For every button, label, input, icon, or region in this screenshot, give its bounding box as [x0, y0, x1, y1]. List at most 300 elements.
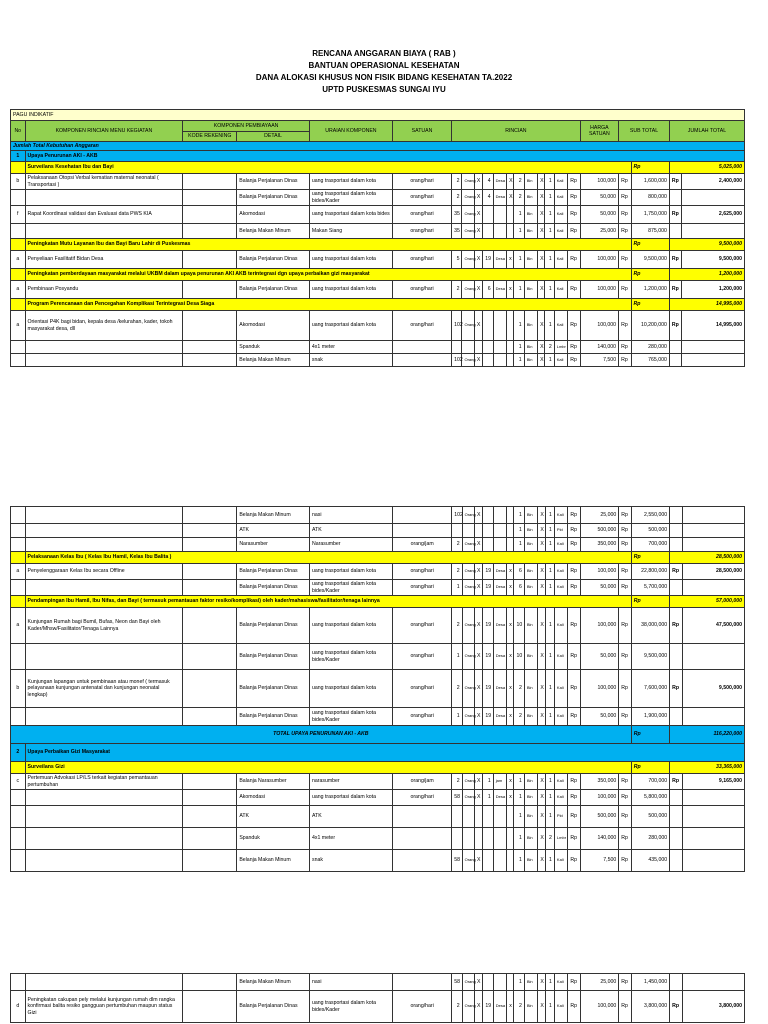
cell-u4: Kali: [554, 281, 567, 299]
cell-harga: 100,000: [580, 281, 618, 299]
cell-rp2: Rp: [619, 644, 631, 670]
cell-rp3: [670, 644, 682, 670]
subsection-row: [11, 239, 745, 251]
cell-rp1: Rp: [568, 580, 580, 596]
cell-rp1: Rp: [568, 206, 580, 224]
cell-jumlah: [682, 708, 744, 726]
cell-rp1: Rp: [568, 974, 580, 991]
cell-q1: 58: [452, 850, 462, 872]
cell-x2: X: [507, 174, 514, 190]
cell-u4: Kali: [554, 190, 567, 206]
subsection-row: [11, 269, 745, 281]
cell-x1: [475, 524, 483, 538]
cell-u3: Bln: [524, 644, 537, 670]
cell-jumlah: [682, 828, 744, 850]
cell-rp3: Rp: [670, 608, 682, 644]
cell-x2: x: [507, 991, 514, 1023]
cell-detail: Akomodasi: [237, 311, 310, 341]
cell-x2: x: [507, 564, 514, 580]
cell-q3: 1: [514, 974, 524, 991]
cell-rp1: Rp: [568, 507, 580, 524]
cell-rp3: Rp: [669, 251, 681, 269]
cell-sub: 280,000: [631, 341, 669, 354]
cell-x1: X: [475, 644, 483, 670]
cell-q4: 1: [545, 507, 554, 524]
cell-harga: 100,000: [580, 608, 618, 644]
cell-q4: 1: [545, 524, 554, 538]
cell-x2: x: [507, 644, 514, 670]
cell-rp1: Rp: [568, 564, 580, 580]
cell-q4: 1: [545, 991, 554, 1023]
table-row: [11, 224, 745, 239]
cell-u2: Desa: [493, 190, 506, 206]
cell-jumlah: [682, 224, 745, 239]
title-line-1: RENCANA ANGGARAN BIAYA ( RAB ): [312, 49, 456, 58]
cell-x2: [507, 311, 514, 341]
table-row: [11, 341, 745, 354]
cell-q2: 6: [483, 281, 493, 299]
cell-sub: 5,700,000: [631, 580, 669, 596]
cell-kode: [183, 224, 237, 239]
cell-rp2: Rp: [619, 538, 631, 552]
cell-q4: 1: [545, 580, 554, 596]
cell-u3: Bln: [524, 806, 537, 828]
cell-rp2: Rp: [619, 311, 631, 341]
table-row: [11, 790, 745, 806]
cell-kode: [183, 790, 237, 806]
cell-harga: 50,000: [580, 580, 618, 596]
cell-rp2: Rp: [619, 206, 631, 224]
cell-no: [11, 341, 26, 354]
table-page-2: [10, 506, 745, 872]
cell-kode: [183, 608, 237, 644]
cell-uraian: narasumber: [309, 774, 392, 790]
cell-x3: X: [538, 850, 545, 872]
subsection-label: Surveilans Kesehatan Ibu dan Bayi: [25, 162, 631, 174]
cell-rp3: Rp: [670, 991, 682, 1023]
cell-x1: X: [475, 608, 483, 644]
cell-x3: X: [538, 507, 545, 524]
cell-sub: 22,800,000: [631, 564, 669, 580]
cell-rp3: [670, 828, 682, 850]
cell-satuan: [392, 354, 451, 367]
cell-sub: 3,800,000: [631, 991, 669, 1023]
cell-u3: Bln: [524, 974, 537, 991]
cell-rp2: Rp: [619, 564, 631, 580]
cell-kegiatan: Pembinaan Posyandu: [25, 281, 183, 299]
cell-q3: 1: [514, 524, 524, 538]
cell-u4: Kali: [554, 564, 567, 580]
cell-detail: Balanja Perjalanan Dinas: [237, 281, 310, 299]
cell-u3: Bln: [524, 174, 537, 190]
cell-rp2: Rp: [619, 341, 631, 354]
cell-satuan: orang/hari: [393, 708, 452, 726]
table-row: [11, 708, 745, 726]
cell-jumlah: [682, 538, 744, 552]
cell-no: [11, 644, 26, 670]
subsection-rp: Rp: [631, 299, 669, 311]
cell-u1: [462, 341, 474, 354]
cell-kode: [183, 174, 237, 190]
cell-sub: 5,800,000: [631, 790, 669, 806]
cell-q2: [483, 206, 493, 224]
cell-u4: Kali: [554, 251, 567, 269]
cell-q1: 35: [452, 224, 462, 239]
cell-u4: Kali: [554, 174, 567, 190]
table-row: [11, 206, 745, 224]
cell-harga: 350,000: [580, 774, 618, 790]
cell-jumlah: 1,200,000: [682, 281, 745, 299]
cell-harga: 140,000: [580, 341, 618, 354]
cell-detail: Balanja Perjalanan Dinas: [237, 190, 310, 206]
cell-u3: Bln: [524, 828, 537, 850]
cell-harga: 25,000: [580, 507, 618, 524]
cell-q3: 1: [514, 354, 524, 367]
cell-rp3: [669, 224, 681, 239]
section-row: 2 Upaya Perbaikan Gizi Masyarakat: [11, 744, 745, 762]
cell-q1: 2: [452, 538, 462, 552]
cell-kode: [183, 311, 237, 341]
cell-rp3: [670, 850, 682, 872]
cell-uraian: uang trasportasi dalam kota bides/Kader: [309, 580, 392, 596]
cell-kegiatan: Penyeliaan Fasilitatif Bidan Desa: [25, 251, 183, 269]
cell-x2: x: [507, 790, 514, 806]
cell-jumlah: 14,995,000: [682, 311, 745, 341]
cell-rp2: Rp: [619, 828, 631, 850]
cell-no: d: [11, 991, 26, 1023]
cell-x2: [507, 507, 514, 524]
cell-q4: 1: [545, 644, 554, 670]
cell-harga: 7,500: [580, 850, 618, 872]
cell-q1: 2: [452, 564, 462, 580]
cell-rp2: Rp: [619, 774, 631, 790]
cell-q4: 2: [545, 828, 554, 850]
cell-sub: 700,000: [631, 538, 669, 552]
cell-q4: 1: [545, 224, 554, 239]
cell-sub: 765,000: [631, 354, 669, 367]
cell-q2: 19: [483, 708, 493, 726]
cell-q2: 19: [483, 564, 493, 580]
cell-x3: X: [538, 281, 545, 299]
cell-u3: Bln: [524, 850, 537, 872]
cell-no: [11, 708, 26, 726]
cell-q4: 1: [545, 774, 554, 790]
total-aki-row: TOTAL UPAYA PENURUNAN AKI - AKB Rp 116,220,000: [11, 726, 745, 744]
cell-kode: [183, 206, 237, 224]
cell-q4: 1: [545, 538, 554, 552]
cell-q3: 2: [514, 991, 524, 1023]
cell-detail: Balanja Perjalanan Dinas: [237, 608, 310, 644]
cell-rp2: Rp: [619, 174, 631, 190]
subsection-label: Peningkatan Mutu Layanan Ibu dan Bayi Baru Lahir di Puskesmas: [25, 239, 631, 251]
cell-x1: X: [475, 670, 483, 708]
cell-x3: X: [538, 790, 545, 806]
cell-satuan: [393, 507, 452, 524]
cell-u2: Desa: [493, 708, 506, 726]
cell-u2: Desa: [493, 608, 506, 644]
cell-q2: 4: [483, 174, 493, 190]
cell-u2: Desa: [493, 991, 506, 1023]
cell-jumlah: 2,400,000: [682, 174, 745, 190]
cell-u3: Bln: [524, 564, 537, 580]
cell-kegiatan: [25, 190, 183, 206]
cell-u2: [493, 524, 506, 538]
cell-x3: X: [538, 644, 545, 670]
cell-x3: X: [538, 538, 545, 552]
cell-x1: X: [475, 564, 483, 580]
cell-x3: X: [538, 524, 545, 538]
cell-q3: 1: [514, 790, 524, 806]
cell-x2: x: [507, 580, 514, 596]
cell-q4: 1: [545, 281, 554, 299]
cell-harga: 140,000: [580, 828, 618, 850]
table-row: [11, 507, 745, 524]
table-body-block2b: [11, 762, 745, 872]
subsection-row: [11, 552, 745, 564]
cell-sub: 1,600,000: [631, 174, 669, 190]
cell-u3: Bln: [524, 507, 537, 524]
cell-rp2: Rp: [619, 708, 631, 726]
cell-q2: [483, 224, 493, 239]
cell-u4: Kali: [554, 670, 567, 708]
cell-no: [11, 790, 26, 806]
cell-no: b: [11, 670, 26, 708]
cell-kegiatan: [25, 806, 183, 828]
cell-u3: Bln: [524, 608, 537, 644]
cell-q3: 2: [514, 190, 524, 206]
cell-x1: X: [475, 708, 483, 726]
cell-jumlah: 9,500,000: [682, 670, 744, 708]
table-page-1: [10, 109, 745, 367]
cell-u3: Bln: [524, 224, 537, 239]
cell-harga: 7,500: [580, 354, 618, 367]
cell-sub: 1,450,000: [631, 974, 669, 991]
table-row: [11, 524, 745, 538]
cell-q2: 19: [483, 580, 493, 596]
rab-table-1: [10, 109, 745, 367]
cell-rp2: Rp: [619, 251, 631, 269]
cell-rp1: Rp: [568, 341, 580, 354]
cell-x3: X: [538, 580, 545, 596]
cell-satuan: orang/jam: [393, 774, 452, 790]
cell-u3: Bln: [524, 311, 537, 341]
cell-detail: Balanja Perjalanan Dinas: [237, 580, 310, 596]
cell-sub: 38,000,000: [631, 608, 669, 644]
cell-q1: 35: [452, 206, 462, 224]
cell-no: [11, 538, 26, 552]
cell-q1: 5: [452, 251, 462, 269]
cell-kegiatan: [25, 354, 183, 367]
cell-q4: 1: [545, 354, 554, 367]
cell-rp3: [670, 790, 682, 806]
cell-u1: Orang: [462, 507, 474, 524]
cell-q3: 1: [514, 251, 524, 269]
cell-x3: X: [538, 341, 545, 354]
cell-x1: X: [474, 206, 482, 224]
cell-kode: [183, 538, 237, 552]
cell-x2: x: [507, 608, 514, 644]
cell-u4: Kali: [554, 224, 567, 239]
cell-uraian: 4x1 meter: [309, 828, 392, 850]
cell-no: [11, 580, 26, 596]
cell-u1: Orang: [462, 790, 474, 806]
cell-kode: [183, 708, 237, 726]
cell-u3: Bln: [524, 524, 537, 538]
subsection-value: 1,200,000: [669, 269, 744, 281]
subsection-rp: Rp: [631, 596, 669, 608]
cell-u1: [462, 828, 474, 850]
cell-kegiatan: [25, 974, 183, 991]
cell-u1: Orang: [462, 580, 474, 596]
cell-rp2: Rp: [619, 974, 631, 991]
cell-harga: 50,000: [580, 206, 618, 224]
cell-uraian: uang trasportasi dalam kota: [309, 608, 392, 644]
cell-detail: Balanja Perjalanan Dinas: [237, 708, 310, 726]
cell-jumlah: 28,500,000: [682, 564, 744, 580]
cell-rp3: [669, 354, 681, 367]
cell-rp1: Rp: [568, 790, 580, 806]
cell-u2: [493, 538, 506, 552]
cell-kode: [183, 644, 237, 670]
cell-q1: 58: [452, 974, 462, 991]
cell-q2: 1: [483, 774, 493, 790]
cell-x3: X: [538, 311, 545, 341]
table-body-block2: [11, 507, 745, 726]
cell-kode: [183, 828, 237, 850]
cell-q4: 1: [545, 190, 554, 206]
cell-x1: [474, 341, 482, 354]
cell-rp1: Rp: [568, 174, 580, 190]
cell-detail: Akomodasi: [237, 206, 310, 224]
cell-no: [11, 224, 26, 239]
table-row: [11, 354, 745, 367]
cell-rp2: Rp: [619, 507, 631, 524]
cell-u4: Kali: [554, 311, 567, 341]
cell-no: a: [11, 608, 26, 644]
cell-q1: 58: [452, 790, 462, 806]
cell-u1: Orang: [462, 354, 474, 367]
cell-u2: Desa: [493, 790, 506, 806]
cell-sub: 700,000: [631, 774, 669, 790]
cell-jumlah: [682, 341, 745, 354]
cell-u4: Pkt: [554, 806, 567, 828]
cell-x3: X: [538, 708, 545, 726]
cell-jumlah: 2,625,000: [682, 206, 745, 224]
cell-jumlah: 9,500,000: [682, 251, 745, 269]
cell-x2: [507, 538, 514, 552]
cell-u1: [462, 524, 474, 538]
cell-jumlah: 9,165,000: [682, 774, 744, 790]
cell-q4: 2: [545, 341, 554, 354]
cell-q1: 2: [452, 670, 462, 708]
subsection-row: [11, 596, 745, 608]
cell-kegiatan: Peningkatan cakupan pely melalui kunjungan rumah dlm rangka konfirmasi balita resiko gangguan pertumbuhan maupun status Gizi: [25, 991, 183, 1023]
cell-rp2: Rp: [619, 790, 631, 806]
cell-u4: Kali: [554, 580, 567, 596]
cell-harga: 100,000: [580, 251, 618, 269]
cell-detail: Narasumber: [237, 538, 310, 552]
table-row: [11, 564, 745, 580]
cell-rp2: Rp: [619, 354, 631, 367]
section-row: 1 Upaya Penurunan AKI - AKB: [11, 151, 745, 162]
cell-sub: 10,200,000: [631, 311, 669, 341]
cell-x1: X: [474, 174, 482, 190]
cell-jumlah: [682, 507, 744, 524]
cell-kegiatan: Kunjungan lapangan untuk pembinaan atau monef ( termasuk pelayanaan kunjungan antenatal dan kunjungan neonatal lengkap): [25, 670, 183, 708]
cell-kode: [183, 341, 237, 354]
cell-satuan: orang/hari: [392, 224, 451, 239]
cell-q1: 2: [452, 190, 462, 206]
cell-kegiatan: [25, 580, 183, 596]
cell-q4: 1: [545, 251, 554, 269]
cell-no: a: [11, 281, 26, 299]
cell-detail: Balanja Perjalanan Dinas: [237, 251, 310, 269]
cell-detail: Akomodasi: [237, 790, 310, 806]
cell-q2: [483, 538, 493, 552]
cell-u2: Desa: [493, 174, 506, 190]
cell-u2: jam: [493, 774, 506, 790]
cell-sub: 500,000: [631, 524, 669, 538]
cell-u4: Kali: [554, 206, 567, 224]
cell-kode: [183, 564, 237, 580]
cell-u1: Orang: [462, 974, 474, 991]
cell-sub: 500,000: [631, 806, 669, 828]
cell-harga: 25,000: [580, 974, 618, 991]
cell-x1: [475, 806, 483, 828]
table-row: [11, 311, 745, 341]
cell-q3: 10: [514, 608, 524, 644]
table-row: [11, 774, 745, 790]
cell-u3: Bln: [524, 251, 537, 269]
cell-u3: Bln: [524, 708, 537, 726]
cell-u4: Kali: [554, 708, 567, 726]
cell-uraian: uang trasportasi dalam kota bides: [309, 206, 392, 224]
cell-rp2: Rp: [619, 190, 631, 206]
cell-satuan: orang/hari: [392, 281, 451, 299]
cell-detail: Belanja Makan Minum: [237, 507, 310, 524]
cell-x2: [507, 354, 514, 367]
cell-x3: X: [538, 670, 545, 708]
cell-detail: Spanduk: [237, 341, 310, 354]
cell-kegiatan: [25, 507, 183, 524]
cell-x2: [507, 806, 514, 828]
cell-x2: x: [507, 774, 514, 790]
cell-u4: Pkt: [554, 524, 567, 538]
cell-u4: Kali: [554, 790, 567, 806]
title-line-4: UPTD PUSKESMAS SUNGAI IYU: [322, 85, 446, 94]
cell-kegiatan: Pelaksanaan Otopsi Verbal kematian maternal neonatal ( Transportasi ): [25, 174, 183, 190]
cell-x3: X: [538, 174, 545, 190]
cell-detail: Balanja Perjalanan Dinas: [237, 564, 310, 580]
cell-sub: 9,500,000: [631, 644, 669, 670]
cell-satuan: orang/jam: [393, 538, 452, 552]
cell-q2: [483, 974, 493, 991]
cell-u2: [493, 311, 506, 341]
cell-u1: Orang: [462, 670, 474, 708]
subsection-row: [11, 299, 745, 311]
cell-rp1: Rp: [568, 850, 580, 872]
cell-q1: 1: [452, 708, 462, 726]
table-page-3: [10, 973, 745, 1023]
cell-u1: Orang: [462, 206, 474, 224]
cell-kode: [183, 670, 237, 708]
subsection-rp: Rp: [631, 162, 669, 174]
cell-kegiatan: [25, 538, 183, 552]
cell-harga: 100,000: [580, 991, 618, 1023]
cell-x2: x: [507, 251, 514, 269]
cell-kegiatan: Rapat Koordinasi validasi dan Evaluasi data PWS KIA: [25, 206, 183, 224]
subsection-value: 33,365,000: [670, 762, 745, 774]
